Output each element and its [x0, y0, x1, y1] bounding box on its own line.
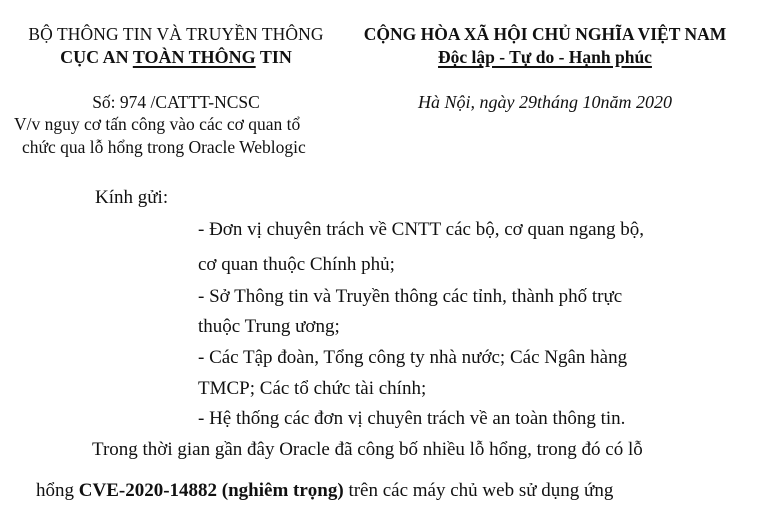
date-month-label: tháng [536, 92, 583, 112]
date-month: 10 [582, 92, 601, 112]
date-place: Hà Nội, ngày [417, 92, 519, 112]
national-motto [360, 47, 730, 68]
national-title: CỘNG HÒA XÃ HỘI CHỦ NGHĨA VIỆT NAM [363, 24, 727, 44]
recipient-2-line-1: - Sở Thông tin và Truyền thông các tỉnh, thành phố trực [198, 286, 623, 307]
recipient-1-line-2: cơ quan thuộc Chính phủ; [198, 254, 395, 275]
agency-underlined: TOÀN THÔNG [132, 47, 256, 67]
agency-prefix: CỤC AN [60, 47, 133, 67]
recipient-4-line-1: - Hệ thống các đơn vị chuyên trách về an toàn thông tin. [198, 408, 626, 429]
issuing-ministry: BỘ THÔNG TIN VÀ TRUYỀN THÔNG [28, 24, 324, 44]
motto-text: Độc lập - Tự do - Hạnh phúc [438, 47, 652, 67]
recipient-1-line-1: - Đơn vị chuyên trách về CNTT các bộ, cơ quan ngang bộ, [198, 219, 645, 240]
agency-suffix: TIN [255, 47, 292, 67]
body-paragraph-line-2 [36, 480, 716, 502]
issuing-agency [0, 47, 352, 68]
date-line [360, 92, 730, 113]
recipient-3-line-1: - Các Tập đoàn, Tổng công ty nhà nước; Các Ngân hàng [198, 347, 628, 368]
subject-line-1: V/v nguy cơ tấn công vào các cơ quan tổ [14, 114, 301, 134]
cve-identifier: CVE-2020-14882 (nghiêm trọng) [78, 480, 344, 501]
date-year-label: năm 2020 [600, 92, 672, 112]
date-day: 29 [518, 92, 537, 112]
para2-start: hổng [36, 480, 79, 501]
subject-line-2: chức qua lỗ hổng trong Oracle Weblogic [22, 137, 306, 157]
recipient-2-line-2: thuộc Trung ương; [198, 316, 340, 337]
greeting: Kính gửi: [95, 187, 169, 208]
body-paragraph-line-1: Trong thời gian gần đây Oracle đã công bố nhiều lỗ hổng, trong đó có lỗ [92, 439, 643, 460]
document-number: Số: 974 /CATTT-NCSC [92, 92, 260, 112]
recipient-3-line-2: TMCP; Các tổ chức tài chính; [198, 378, 427, 399]
para2-end: trên các máy chủ web sử dụng ứng [343, 480, 614, 501]
